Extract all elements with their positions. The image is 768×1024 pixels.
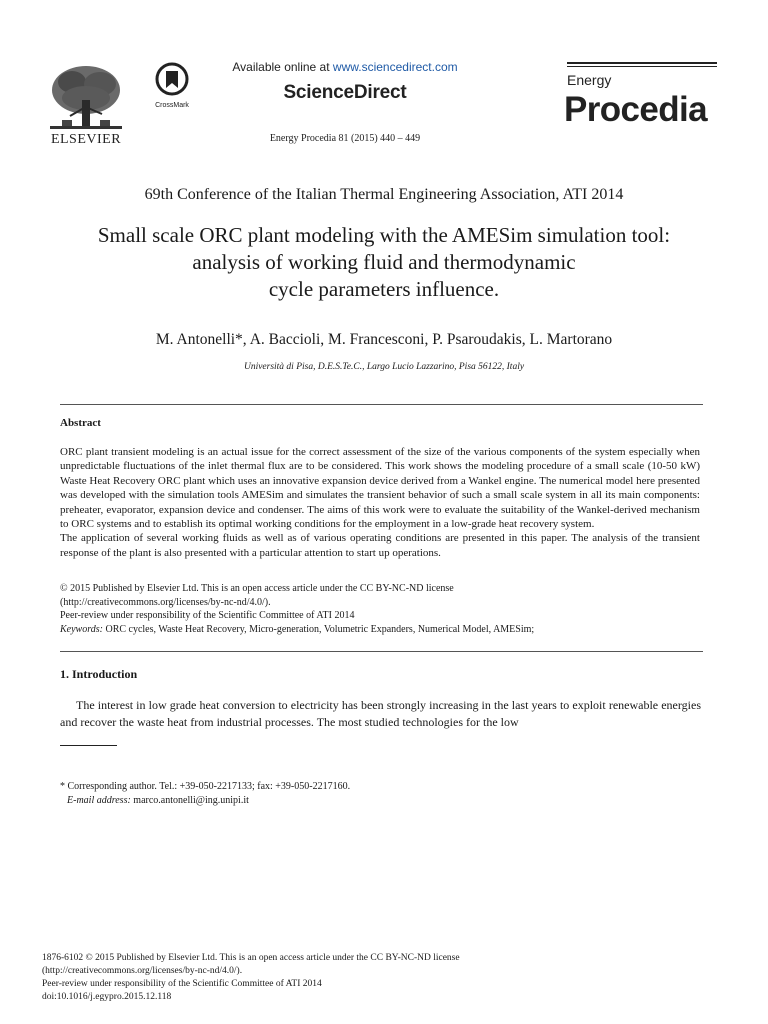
footer-peer-review: Peer-review under responsibility of the Scientific Committee of ATI 2014: [42, 979, 322, 989]
keywords-line: [60, 623, 700, 637]
keywords-label: Keywords:: [60, 623, 103, 635]
page-footer: [42, 952, 460, 1004]
sciencedirect-link[interactable]: www.sciencedirect.com: [332, 60, 458, 74]
crossmark-icon: [155, 62, 189, 96]
footer-doi[interactable]: doi:10.1016/j.egypro.2015.12.118: [42, 992, 172, 1002]
journal-name-small: Energy: [567, 72, 612, 88]
abstract-heading: Abstract: [60, 417, 101, 429]
abstract-paragraph: ORC plant transient modeling is an actual issue for the correct assessment of the size of the various components of the system especially when unpredictable fluctuations of the inlet thermal flux are to be considered. This work shows the modeling procedure of a small scale (10-50 kW) Waste Heat Recovery ORC plant which uses an innovative expansion device derived from a Wankel engine. The numerical model here presented was developed with the simulation tools AMESim and simulates the transient behavior of such a small scale system in all its main components: preheater, evaporator, expansion device and condenser. The aims of this work were to evaluate the suitability of the Wankel-derived mechanism to ORC systems and to establish its optimal working conditions for the employment in a low-grade heat recovery system.: [60, 446, 700, 531]
journal-rule-thin: [567, 66, 717, 67]
title-line: analysis of working fluid and thermodynamic: [192, 250, 576, 274]
footnote-rule: [60, 745, 117, 746]
paper-title: [40, 222, 728, 303]
keywords-list: ORC cycles, Waste Heat Recovery, Micro-generation, Volumetric Expanders, Numerical Model, AMESim;: [102, 623, 535, 635]
footnote: [60, 780, 350, 807]
affiliation: Università di Pisa, D.E.S.Te.C., Largo Lucio Lazzarino, Pisa 56122, Italy: [243, 362, 525, 372]
conference-name: 69th Conference of the Italian Thermal Engineering Association, ATI 2014: [144, 186, 624, 203]
journal-rule: [567, 62, 717, 64]
peer-review-note: Peer-review under responsibility of the Scientific Committee of ATI 2014: [60, 610, 355, 621]
introduction-text: The interest in low grade heat conversion to electricity has been strongly increasing in the last years to exploit renewable energies and recover the waste heat from industrial processes. The most studied technologies for the low: [60, 698, 701, 729]
availability-line: [200, 60, 490, 74]
email-line: [60, 794, 350, 808]
email-label: E-mail address:: [67, 794, 131, 806]
crossmark-label: CrossMark: [155, 102, 189, 109]
abstract-body: [60, 445, 700, 560]
journal-citation: Energy Procedia 81 (2015) 440 – 449: [269, 133, 421, 144]
license-link[interactable]: (http://creativecommons.org/licenses/by-nc-nd/4.0/).: [60, 596, 271, 608]
abstract-paragraph: The application of several working fluids as well as of various operating conditions are presented in this paper. The analysis of the transient response of the plant is also presented with a particular attention to start up operations.: [60, 532, 700, 559]
license-text: © 2015 Published by Elsevier Ltd. This is an open access article under the CC BY-NC-ND license: [60, 583, 454, 594]
crossmark-badge[interactable]: [149, 62, 195, 109]
journal-name-large: Procedia: [564, 90, 708, 129]
title-line: Small scale ORC plant modeling with the AMESim simulation tool:: [97, 223, 671, 247]
email-address[interactable]: marco.antonelli@ing.unipi.it: [130, 794, 249, 806]
availability-prefix: Available online at: [232, 60, 333, 74]
introduction-heading: 1. Introduction: [60, 667, 138, 681]
footer-license-link[interactable]: (http://creativecommons.org/licenses/by-nc-nd/4.0/).: [42, 966, 243, 976]
license-block: [60, 582, 700, 636]
corresponding-author: * Corresponding author. Tel.: +39-050-2217133; fax: +39-050-2217160.: [60, 781, 351, 792]
sciencedirect-brand: ScienceDirect: [283, 82, 407, 103]
footer-license: 1876-6102 © 2015 Published by Elsevier Ltd. This is an open access article under the CC BY-NC-ND license: [42, 953, 460, 963]
author-list: M. Antonelli*, A. Baccioli, M. Francesconi, P. Psaroudakis, L. Martorano: [155, 331, 613, 348]
publisher-name: ELSEVIER: [50, 132, 122, 147]
title-line: cycle parameters influence.: [268, 277, 500, 301]
section-divider: [60, 651, 703, 652]
section-divider: [60, 404, 703, 405]
